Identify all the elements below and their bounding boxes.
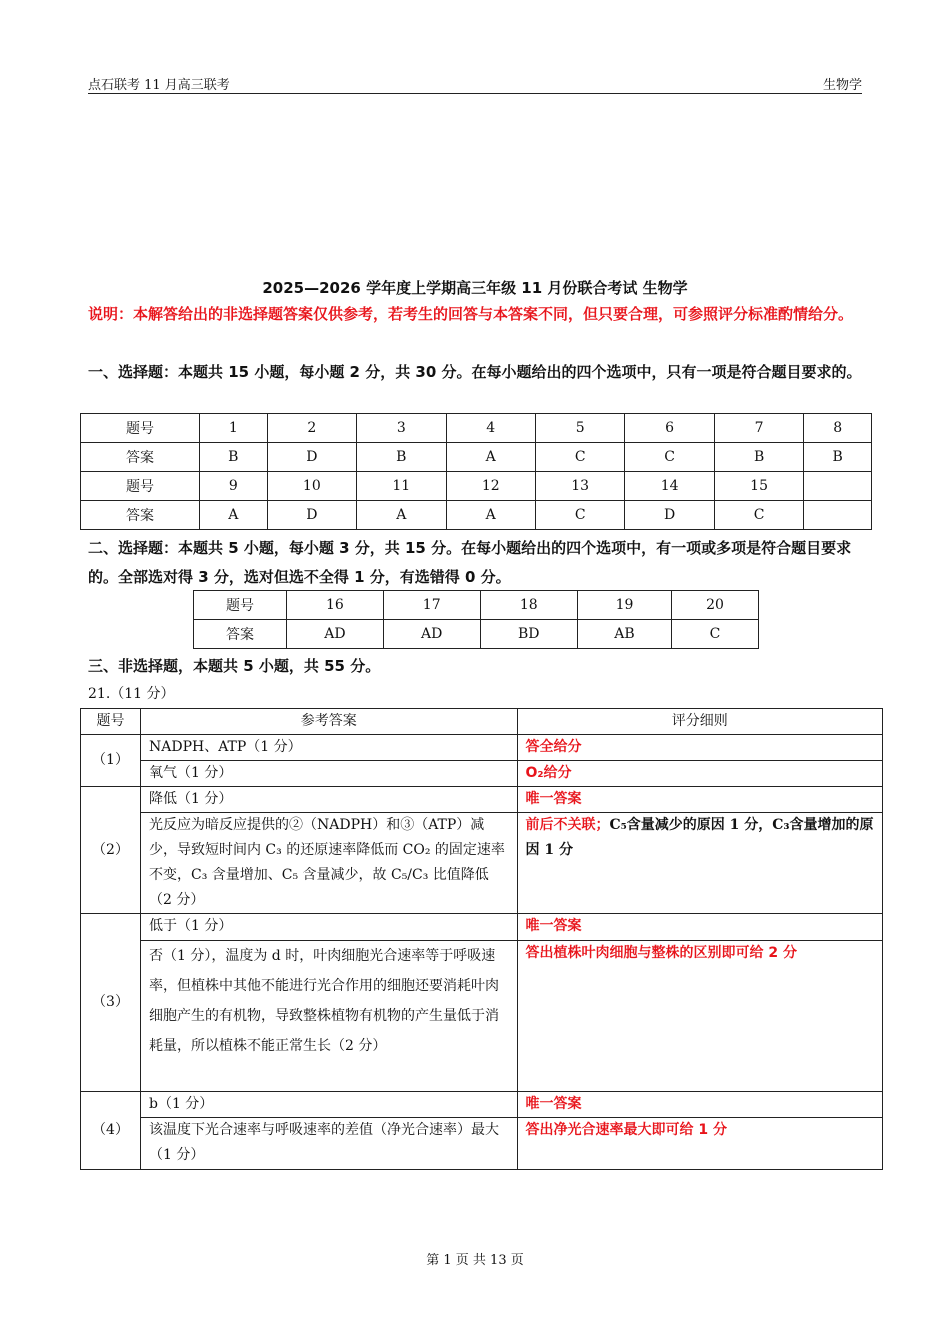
table-cell: 2: [267, 414, 356, 443]
table-cell: BD: [480, 620, 577, 649]
row-header: 题号: [81, 414, 200, 443]
table-cell: B: [804, 443, 872, 472]
table-row: [81, 914, 883, 941]
table-cell: 10: [267, 472, 356, 501]
table-cell: C: [535, 443, 624, 472]
table-row: [81, 472, 872, 501]
table-row: [81, 1118, 883, 1170]
row-header: 题号: [81, 472, 200, 501]
scoring-rule-highlight: 唯一答案: [525, 1096, 582, 1112]
reference-answer: 光反应为暗反应提供的②（NADPH）和③（ATP）减少，导致短时间内 C₃ 的还原速率降低而 CO₂ 的固定速率不变，C₃ 含量增加、C₅ 含量减少，故 C₅/C₃ 比值降低（2 分）: [140, 813, 517, 914]
table-cell: 14: [625, 472, 714, 501]
reference-answer: 该温度下光合速率与呼吸速率的差值（净光合速率）最大（1 分）: [140, 1118, 517, 1170]
column-header: 评分细则: [517, 709, 882, 735]
scoring-rule: [517, 787, 882, 813]
section2-heading: 二、选择题：本题共 5 小题，每小题 3 分，共 15 分。在每小题给出的四个选项中，有一项或多项是符合题目要求的。全部选对得 3 分，选对但选不全得 1 分，有选错得 0 分。: [88, 539, 852, 586]
table-cell: B: [199, 443, 267, 472]
table-cell: 4: [446, 414, 535, 443]
table-cell: [804, 472, 872, 501]
choice-table-2: [193, 590, 759, 649]
table-cell: 17: [383, 591, 480, 620]
doc-title: 2025—2026 学年度上学期高三年级 11 月份联合考试 生物学: [262, 279, 688, 297]
table-cell: [804, 501, 872, 530]
table-cell: D: [267, 443, 356, 472]
scoring-rule-highlight: O₂给分: [525, 765, 572, 781]
header-divider: [88, 93, 862, 94]
table-cell: 7: [714, 414, 803, 443]
row-header: 答案: [81, 501, 200, 530]
reference-answer: 降低（1 分）: [140, 787, 517, 813]
table-row: [81, 443, 872, 472]
table-cell: 1: [199, 414, 267, 443]
header-right: 生物学: [822, 78, 862, 93]
scoring-rule-highlight: 唯一答案: [525, 791, 582, 807]
table-cell: 13: [535, 472, 624, 501]
table-cell: 19: [577, 591, 671, 620]
table-cell: D: [267, 501, 356, 530]
table-cell: C: [714, 501, 803, 530]
table-cell: B: [714, 443, 803, 472]
table-cell: 8: [804, 414, 872, 443]
table-row: [81, 761, 883, 787]
header-left: 点石联考 11 月高三联考: [88, 78, 230, 93]
column-header: 参考答案: [140, 709, 517, 735]
table-cell: A: [199, 501, 267, 530]
table-cell: C: [535, 501, 624, 530]
reference-answer: b（1 分）: [140, 1092, 517, 1118]
row-header: 答案: [194, 620, 287, 649]
table-cell: AD: [383, 620, 480, 649]
table-cell: 18: [480, 591, 577, 620]
scoring-rule-highlight: 前后不关联；: [525, 817, 610, 833]
table-cell: D: [625, 501, 714, 530]
scoring-rule-highlight: 答出植株叶肉细胞与整株的区别即可给 2 分: [525, 945, 798, 961]
table-row: [194, 591, 759, 620]
section1-heading: 一、选择题：本题共 15 小题，每小题 2 分，共 30 分。在每小题给出的四个选项中，只有一项是符合题目要求的。: [88, 363, 862, 381]
scoring-rule: [517, 914, 882, 941]
scoring-rule-highlight: 唯一答案: [525, 918, 582, 934]
table-row: [81, 787, 883, 813]
header-row: [81, 709, 883, 735]
table-cell: AD: [287, 620, 384, 649]
table-cell: 12: [446, 472, 535, 501]
section3-heading: 三、非选择题，本题共 5 小题，共 55 分。: [88, 657, 381, 675]
note: 说明：本解答给出的非选择题答案仅供参考，若考生的回答与本答案不同，但只要合理，可参照评分标准酌情给分。: [88, 305, 854, 323]
table-cell: 3: [357, 414, 446, 443]
column-header: 题号: [81, 709, 141, 735]
reference-answer: 氧气（1 分）: [140, 761, 517, 787]
table-cell: A: [446, 443, 535, 472]
part-number: （2）: [81, 787, 141, 914]
table-cell: B: [357, 443, 446, 472]
reference-answer: 否（1 分），温度为 d 时，叶肉细胞光合速率等于呼吸速率，但植株中其他不能进行光合作用的细胞还要消耗叶肉细胞产生的有机物，导致整株植物有机物的产生量低于消耗量，所以植株不能正常生长（2 分）: [140, 941, 517, 1092]
scoring-rule: [517, 813, 882, 914]
table-cell: A: [357, 501, 446, 530]
row-header: 题号: [194, 591, 287, 620]
scoring-rule-highlight: 答出净光合速率最大即可给 1 分: [525, 1122, 728, 1138]
row-header: 答案: [81, 443, 200, 472]
scoring-rule: [517, 735, 882, 761]
reference-answer: NADPH、ATP（1 分）: [140, 735, 517, 761]
table-cell: 9: [199, 472, 267, 501]
table-cell: A: [446, 501, 535, 530]
table-row: [81, 813, 883, 914]
table-row: [81, 1092, 883, 1118]
table-row: [81, 941, 883, 1092]
scoring-rule: [517, 1092, 882, 1118]
part-number: （4）: [81, 1092, 141, 1170]
table-cell: 6: [625, 414, 714, 443]
table-cell: C: [672, 620, 759, 649]
page-number: 第 1 页 共 13 页: [426, 1253, 524, 1268]
reference-answer: 低于（1 分）: [140, 914, 517, 941]
scoring-rule-highlight: 答全给分: [525, 739, 582, 755]
table-cell: 15: [714, 472, 803, 501]
part-number: （3）: [81, 914, 141, 1092]
table-cell: C: [625, 443, 714, 472]
table-cell: 11: [357, 472, 446, 501]
part-number: （1）: [81, 735, 141, 787]
table-row: [194, 620, 759, 649]
q21-answer-table: [80, 708, 883, 1170]
table-row: [81, 414, 872, 443]
scoring-rule: [517, 941, 882, 1092]
table-cell: 20: [672, 591, 759, 620]
scoring-rule-detail: C₅含量减少的原因 1 分，C₃含量增加的原因 1 分: [525, 817, 874, 858]
table-cell: AB: [577, 620, 671, 649]
choice-table-1: [80, 413, 872, 530]
table-cell: 16: [287, 591, 384, 620]
q21-label: 21.（11 分）: [88, 686, 175, 702]
scoring-rule: [517, 761, 882, 787]
table-row: [81, 501, 872, 530]
table-row: [81, 735, 883, 761]
table-cell: 5: [535, 414, 624, 443]
scoring-rule: [517, 1118, 882, 1170]
